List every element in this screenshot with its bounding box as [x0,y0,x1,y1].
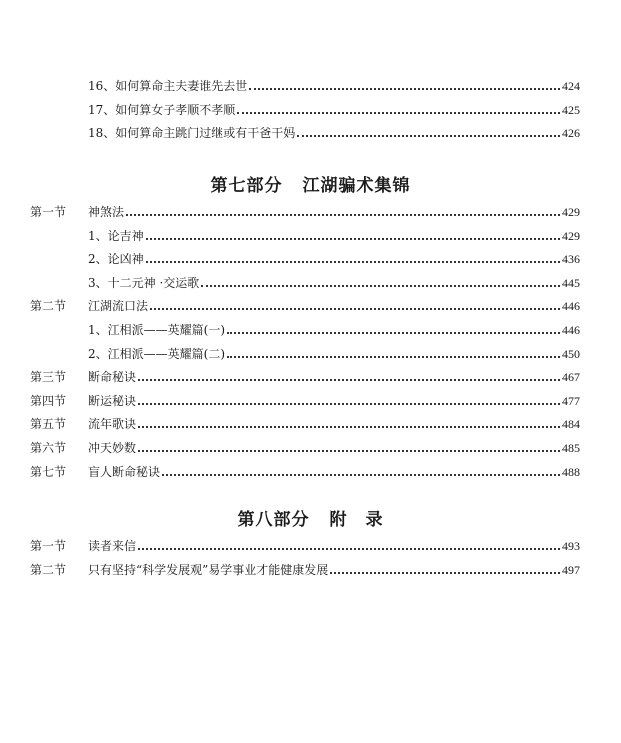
page-number: 488 [562,464,580,479]
toc-entry [30,199,580,219]
entry-title: 江湖流口法 [88,299,149,314]
page-number: 467 [562,370,580,385]
dot-leader [138,548,560,550]
part-number: 第七部分 [210,176,283,196]
part-heading [0,171,621,196]
page-number: 450 [562,346,580,361]
toc-entry [30,435,580,455]
part-title: 附 录 [329,510,384,530]
entry-title: 3、十二元神 ·交运歌 [88,275,200,290]
dot-leader [146,261,560,263]
section-label: 第一节 [30,539,67,553]
toc-entry [30,270,580,290]
dot-leader [330,572,560,574]
page-number: 477 [562,393,580,408]
dot-leader [138,426,560,428]
section-label: 第三节 [30,370,67,385]
toc-entry [30,97,580,117]
section-label: 第二节 [30,299,67,314]
dot-leader [146,238,560,240]
page-number: 446 [562,299,580,314]
page-number: 424 [562,79,580,93]
page-number: 425 [562,103,580,117]
dot-leader [249,88,560,90]
part-title: 江湖骗术集锦 [302,176,411,196]
page-number: 445 [562,275,580,290]
page-number: 497 [562,562,580,577]
dot-leader [201,285,560,287]
dot-leader [297,135,560,137]
entry-title: 2、论凶神 [88,252,144,267]
toc-entry [30,223,580,243]
section-label: 第五节 [30,417,67,432]
dot-leader [227,356,560,358]
part-number: 第八部分 [237,510,310,530]
entry-title: 冲天妙数 [88,441,137,455]
section-label: 第四节 [30,393,67,408]
toc-entry [30,246,580,266]
dot-leader [126,214,560,216]
section-label: 第六节 [30,441,67,455]
section-label: 第一节 [30,205,67,219]
entry-title: 断命秘诀 [88,370,137,385]
page-number: 426 [562,126,580,140]
page-number: 446 [562,323,580,337]
toc-entry [30,533,580,553]
entry-title: 神煞法 [88,205,125,219]
toc-entry [30,364,580,384]
dot-leader [162,474,560,476]
page-number: 429 [562,228,580,243]
toc-entry [30,557,580,577]
entry-title: 读者来信 [88,539,137,553]
dot-leader [138,379,560,381]
toc-entry [30,293,580,313]
toc-entry [30,73,580,93]
toc-entry [30,459,580,479]
part-heading [0,505,621,530]
entry-title: 盲人断命秘诀 [88,464,161,479]
dot-leader [138,450,560,452]
entry-title: 1、论吉神 [88,228,144,243]
entry-title: 1、江相派——英耀篇(一) [88,323,225,337]
section-label: 第二节 [30,562,67,577]
entry-title: 流年歌诀 [88,417,137,432]
entry-title: 18、如何算命主跳门过继或有干爸干妈 [88,126,296,140]
toc-entry [30,388,580,408]
dot-leader [237,112,560,114]
page-number: 436 [562,252,580,267]
page-number: 484 [562,417,580,432]
entry-title: 断运秘诀 [88,393,137,408]
toc-entry [30,411,580,431]
entry-title: 2、江相派——英耀篇(二) [88,346,225,361]
dot-leader [227,332,560,334]
entry-title: 17、如何算女子孝顺不孝顺 [88,103,236,117]
dot-leader [150,308,560,310]
page-number: 429 [562,205,580,219]
page-number: 485 [562,441,580,455]
page-number: 493 [562,539,580,553]
toc-entry [30,317,580,337]
toc-entry [30,341,580,361]
section-label: 第七节 [30,464,67,479]
toc-entry [30,120,580,140]
entry-title: 16、如何算命主夫妻谁先去世 [88,79,248,93]
entry-title: 只有坚持“科学发展观”易学事业才能健康发展 [88,562,329,577]
dot-leader [138,403,560,405]
